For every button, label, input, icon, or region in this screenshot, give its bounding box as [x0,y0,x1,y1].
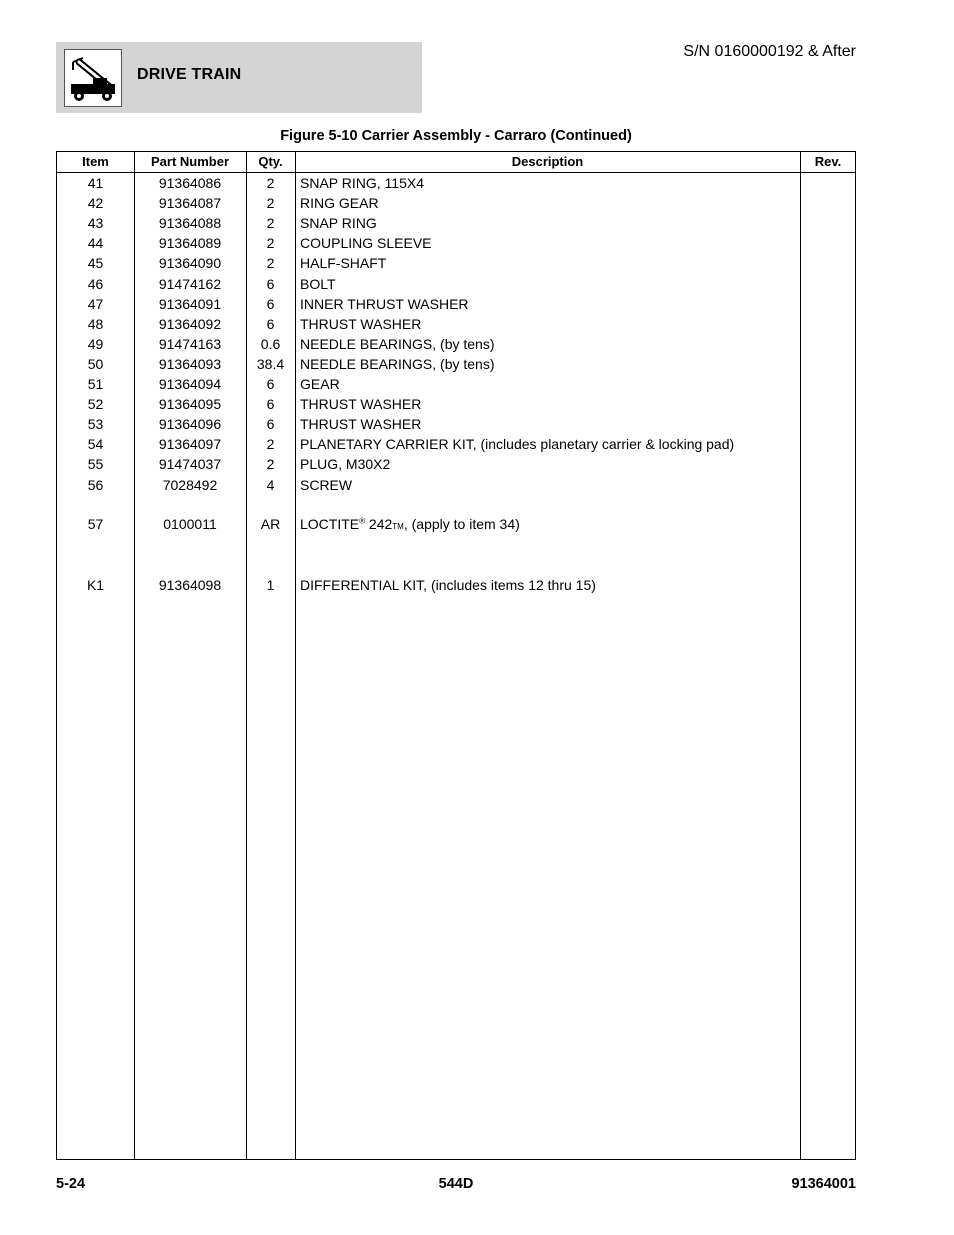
item-number: 56 [87,476,104,493]
description: GEAR [300,376,340,392]
description [300,514,800,534]
table-row [57,374,855,394]
item-number: 47 [87,295,104,312]
part-number: 91364088 [158,215,222,232]
part-number: 91364093 [158,355,222,372]
description: SCREW [300,476,353,493]
revision [800,173,856,193]
item-number: 55 [87,456,104,473]
quantity: 2 [266,436,275,453]
table-row [57,434,855,454]
item-number: 48 [87,315,104,332]
part-number: 0100011 [163,516,217,532]
revision [800,294,856,314]
page-number: 5-24 [56,1176,86,1192]
table-row [57,514,855,534]
item-number: 44 [87,235,104,252]
quantity: 38.4 [256,355,285,372]
quantity: 6 [266,396,275,413]
table-row [57,233,855,253]
column-header-qty: Qty. [258,154,283,169]
revision [800,253,856,273]
part-number: 91364094 [158,376,222,392]
revision [800,314,856,334]
description: BOLT [300,275,336,292]
quantity: 1 [266,577,275,593]
description: DIFFERENTIAL KIT, (includes items 12 thru 15) [300,577,596,593]
column-header-part-number: Part Number [150,154,230,169]
revision [800,475,856,495]
revision [800,193,856,213]
item-number: 41 [87,175,104,191]
part-number: 7028492 [162,476,218,493]
revision [800,374,856,394]
loctite-grade: 242 [365,516,393,532]
description: PLUG, M30X2 [300,456,391,473]
table-row [57,253,855,273]
description: NEEDLE BEARINGS, (by tens) [300,355,495,372]
part-number: 91364095 [158,396,222,413]
description: HALF-SHAFT [300,255,387,272]
description: PLANETARY CARRIER KIT, (includes planetary carrier & locking pad) [300,436,735,453]
table-header-row [57,152,855,173]
item-number: 46 [87,275,104,292]
revision [800,334,856,354]
part-number: 91364098 [158,577,222,593]
column-header-rev: Rev. [814,154,842,169]
quantity: 6 [266,416,275,433]
column-header-item: Item [82,154,109,169]
item-number: 42 [87,195,104,212]
quantity: 6 [266,275,275,292]
quantity: 2 [266,456,275,473]
part-number: 91364096 [158,416,222,433]
item-number: 49 [87,335,104,352]
description: INNER THRUST WASHER [300,295,469,312]
table-row [57,193,855,213]
item-number: 50 [87,355,104,372]
part-number: 91364087 [158,195,222,212]
revision [800,274,856,294]
model-name: 544D [438,1176,474,1192]
part-number: 91364097 [158,436,222,453]
quantity: 2 [266,175,275,191]
revision [800,575,856,595]
part-number: 91364091 [158,295,222,312]
revision [800,434,856,454]
quantity: 6 [266,295,275,312]
figure-title: Figure 5-10 Carrier Assembly - Carraro (Continued) [280,128,632,144]
item-number: K1 [86,577,105,593]
header-band [56,42,422,113]
part-number: 91364092 [158,315,222,332]
quantity: 6 [266,315,275,332]
item-number: 43 [87,215,104,232]
description: THRUST WASHER [300,416,422,433]
quantity: 6 [266,376,275,392]
column-header-description: Description [511,154,584,169]
table-row [57,414,855,434]
part-number: 91474037 [158,456,222,473]
revision [800,213,856,233]
table-row [57,294,855,314]
registered-mark: ® [359,516,366,526]
table-row [57,314,855,334]
description: THRUST WASHER [300,396,422,413]
item-number: 51 [87,376,104,392]
description: SNAP RING, 115X4 [300,175,424,191]
serial-number-range: S/N 0160000192 & After [683,43,856,60]
quantity: AR [260,516,281,532]
quantity: 2 [266,195,275,212]
table-row [57,354,855,374]
part-number: 91364089 [158,235,222,252]
item-number: 57 [87,516,104,532]
description: RING GEAR [300,195,379,212]
table-row [57,475,855,495]
quantity: 2 [266,235,275,252]
revision [800,454,856,474]
revision [800,394,856,414]
trademark-mark: TM [392,522,404,531]
revision [800,354,856,374]
part-number: 91474163 [158,335,222,352]
table-row [57,394,855,414]
table-row [57,213,855,233]
parts-table [56,151,856,1160]
description: COUPLING SLEEVE [300,235,432,252]
description: NEEDLE BEARINGS, (by tens) [300,335,495,352]
part-number: 91364086 [158,175,222,191]
loctite-brand: LOCTITE [300,516,360,532]
table-row [57,334,855,354]
table-row [57,454,855,474]
item-number: 53 [87,416,104,433]
item-number: 45 [87,255,104,272]
section-title: DRIVE TRAIN [137,66,242,83]
description: THRUST WASHER [300,315,422,332]
quantity: 2 [266,255,275,272]
item-number: 52 [87,396,104,413]
table-row [57,575,855,595]
quantity: 4 [266,476,275,493]
description: SNAP RING [300,215,377,232]
telehandler-icon [64,49,122,107]
loctite-usage: , (apply to item 34) [403,516,520,532]
item-number: 54 [87,436,104,453]
table-row [57,173,855,193]
quantity: 2 [266,215,275,232]
quantity: 0.6 [260,335,281,352]
revision [800,414,856,434]
part-number: 91364090 [158,255,222,272]
revision [800,514,856,534]
table-row [57,274,855,294]
revision [800,233,856,253]
manual-number: 91364001 [791,1176,856,1192]
part-number: 91474162 [158,275,222,292]
